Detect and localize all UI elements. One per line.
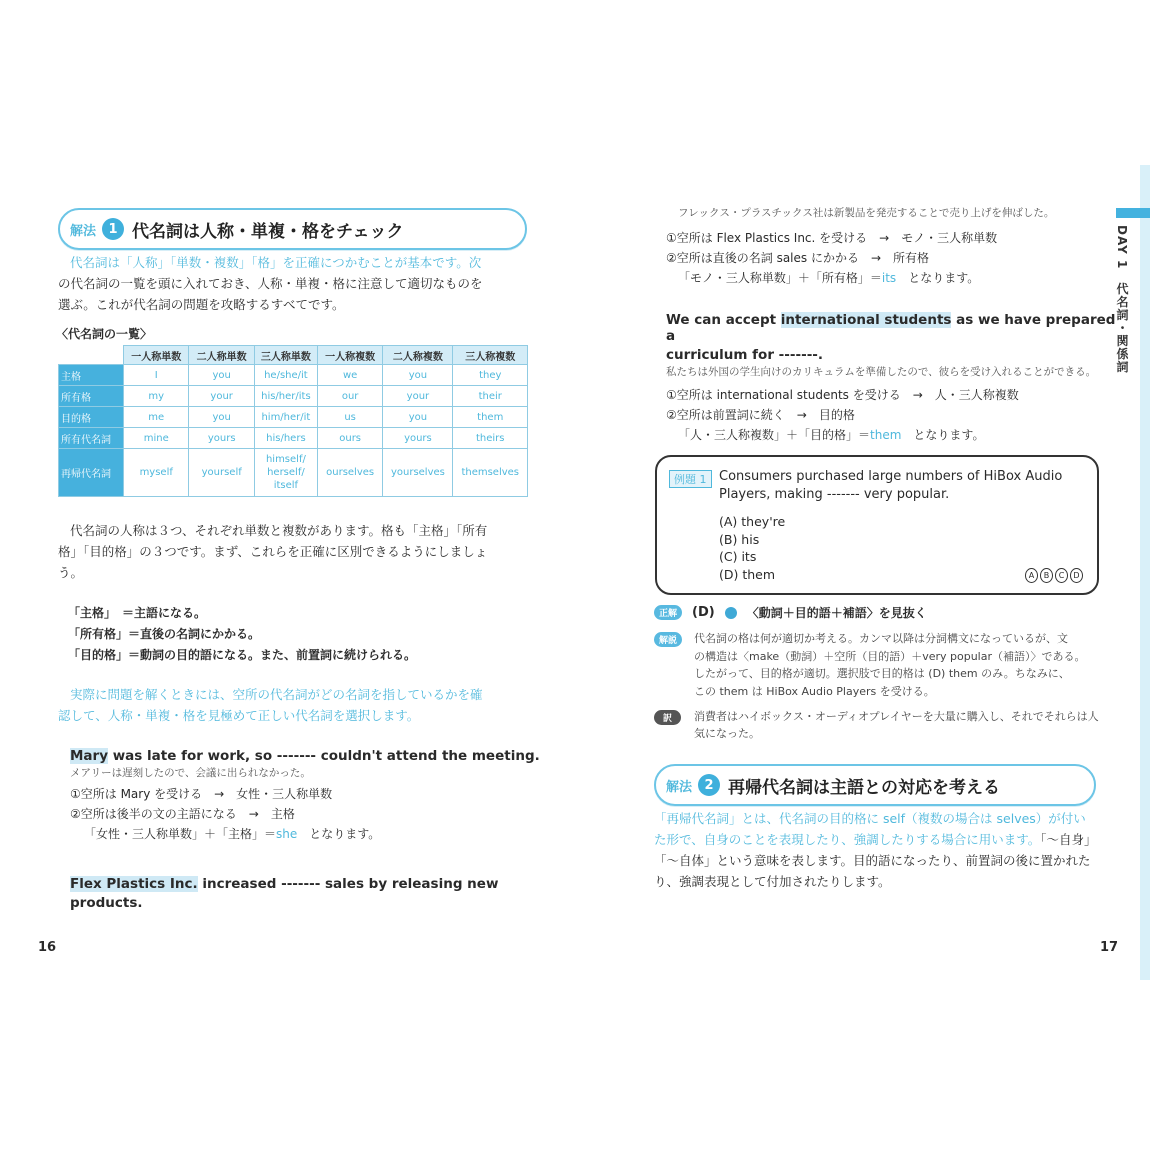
table-cell: ourselves xyxy=(317,449,382,497)
person-case-paragraph xyxy=(58,520,533,583)
method-title: 再帰代名詞は主語との対応を考える xyxy=(728,777,1001,798)
note-line: 実際に問題を解くときには、空所の代名詞がどの名詞を指しているかを確 xyxy=(70,687,483,702)
answer-value: (D) xyxy=(692,605,715,620)
example-translation: 私たちは外国の学生向けのカリキュラムを準備したので、彼らを受け入れることができる。 xyxy=(666,366,1097,378)
row-header: 所有格 xyxy=(59,386,124,407)
method-tag: 解法 xyxy=(70,223,97,239)
explanation-badge: 解説 xyxy=(654,632,682,647)
method-number-badge: 2 xyxy=(698,774,720,796)
case-definitions xyxy=(68,603,416,666)
table-cell: him/her/it xyxy=(254,407,317,428)
table-title: 〈代名詞の一覧〉 xyxy=(56,327,153,341)
example-sentence: Mary was late for work, so ------- couldn't attend the meeting. xyxy=(70,748,540,764)
table-cell: yourself xyxy=(189,449,254,497)
column-header: 二人称単数 xyxy=(189,346,254,365)
translation-text: 消費者はハイボックス・オーディオプレイヤーを大量に購入し、それでそれらは人 気になった。 xyxy=(694,710,1099,740)
chapter-side-tab xyxy=(1140,165,1150,980)
column-header: 一人称単数 xyxy=(124,346,189,365)
example-result: 「人・三人称複数」＋「目的格」＝them となります。 xyxy=(678,428,985,442)
explanation-text: 代名詞の格は何が適切か考える。カンマ以降は分詞構文になっているが、文 の構造は〈make（動詞）＋空所（目的語）＋very popular（補語）〉である。 したがって、目的格が適切。選択肢で目的格は (D) them のみ。ちなみに、 この them は HiBox Audio Players を受ける。 xyxy=(694,632,1086,698)
example-result: 「モノ・三人称単数」＋「所有格」＝its となります。 xyxy=(678,271,980,285)
column-header: 一人称複数 xyxy=(317,346,382,365)
paragraph-line: た形で、自身のことを表現したり、強調したりする場合に用います。「〜自身」 xyxy=(654,832,1097,847)
practice-note xyxy=(58,684,533,726)
table-cell: his/hers xyxy=(254,428,317,449)
answer-badge: 正解 xyxy=(654,605,682,620)
table-cell: them xyxy=(453,407,528,428)
paragraph-line: り、強調表現として付加されたりします。 xyxy=(654,874,891,889)
choice-a[interactable]: (A) they're xyxy=(719,514,786,529)
table-cell: he/she/it xyxy=(254,365,317,386)
answer-word: them xyxy=(870,428,902,442)
table-corner xyxy=(59,346,124,365)
table-cell: you xyxy=(383,407,453,428)
choice-d[interactable]: (D) them xyxy=(719,566,776,582)
example-sentence-cont: products. xyxy=(70,895,143,911)
table-cell: your xyxy=(189,386,254,407)
example-result: 「女性・三人称単数」＋「主格」＝she となります。 xyxy=(84,827,381,841)
table-cell: their xyxy=(453,386,528,407)
intro-line: 代名詞は「人称」「単数・複数」「格」を正確につかむことが基本です。次 xyxy=(70,255,482,270)
example-step: ①空所は Flex Plastics Inc. を受ける → モノ・三人称単数 xyxy=(666,231,998,245)
row-header: 目的格 xyxy=(59,407,124,428)
question-text: Consumers purchased large numbers of HiBox Audio Players, making ------- very popular. xyxy=(719,469,1063,502)
table-cell: yours xyxy=(383,428,453,449)
page-number: 17 xyxy=(1100,940,1119,955)
definition-line: 「主格」 ＝主語になる。 xyxy=(68,606,207,620)
definition-line: 「所有格」＝直後の名詞にかかる。 xyxy=(68,627,261,641)
table-row xyxy=(59,428,528,449)
paragraph-line: 「再帰代名詞」とは、代名詞の目的格に self（複数の場合は selves）が付い xyxy=(654,811,1086,826)
table-cell: your xyxy=(383,386,453,407)
table-header-row xyxy=(59,346,528,365)
answer-row xyxy=(654,604,927,621)
table-cell: me xyxy=(124,407,189,428)
method-2-header xyxy=(654,764,1096,806)
table-row xyxy=(59,407,528,428)
example-step: ②空所は前置詞に続く → 目的格 xyxy=(666,408,855,422)
example-step: ②空所は直後の名詞 sales にかかる → 所有格 xyxy=(666,251,930,265)
note-line: 認して、人称・単複・格を見極めて正しい代名詞を選択します。 xyxy=(58,708,420,723)
paragraph-line: 「〜自体」という意味を表します。目的語になったり、前置詞の後に置かれた xyxy=(654,853,1091,868)
hint-icon xyxy=(725,607,737,619)
example-translation: フレックス・プラスチックス社は新製品を発売することで売り上げを伸ばした。 xyxy=(678,207,1055,219)
table-cell: theirs xyxy=(453,428,528,449)
definition-line: 「目的格」＝動詞の目的語になる。また、前置詞に続けられる。 xyxy=(68,648,417,662)
example-step: ②空所は後半の文の主語になる → 主格 xyxy=(70,807,295,821)
answer-bubbles xyxy=(1025,568,1083,583)
antecedent-highlight: Mary xyxy=(70,748,109,764)
table-cell: us xyxy=(317,407,382,428)
explanation-block xyxy=(654,630,1104,700)
column-header: 二人称複数 xyxy=(383,346,453,365)
choice-b[interactable]: (B) his xyxy=(719,531,760,547)
table-cell: myself xyxy=(124,449,189,497)
method-1-header xyxy=(58,208,527,250)
intro-paragraph xyxy=(58,252,533,315)
table-cell: mine xyxy=(124,428,189,449)
paragraph-line: 格」「目的格」の３つです。まず、これらを正確に区別できるようにしましょ xyxy=(58,544,488,559)
table-cell: themselves xyxy=(453,449,528,497)
answer-hint: 〈動詞＋目的語＋補語〉を見抜く xyxy=(746,606,927,620)
choice-c[interactable]: (C) its xyxy=(719,549,757,564)
table-row xyxy=(59,449,528,497)
table-cell: they xyxy=(453,365,528,386)
method-number-badge: 1 xyxy=(102,218,124,240)
row-header: 主格 xyxy=(59,365,124,386)
reflexive-paragraph xyxy=(654,808,1114,892)
bubble-a[interactable]: A xyxy=(1025,568,1038,583)
answer-word: she xyxy=(276,827,298,841)
table-cell: we xyxy=(317,365,382,386)
example-students xyxy=(666,312,1116,445)
pronoun-table xyxy=(58,345,528,497)
paragraph-line: 代名詞の人称は３つ、それぞれ単数と複数があります。格も「主格」「所有 xyxy=(70,523,488,538)
table-cell: his/her/its xyxy=(254,386,317,407)
method-title: 代名詞は人称・単複・格をチェック xyxy=(132,221,404,242)
table-cell: you xyxy=(189,365,254,386)
question-badge: 例題 1 xyxy=(669,470,712,488)
intro-line: の代名詞の一覧を頭に入れておき、人称・単複・格に注意して適切なものを xyxy=(58,276,483,291)
intro-line: 選ぶ。これが代名詞の問題を攻略するすべてです。 xyxy=(58,297,345,312)
table-cell: my xyxy=(124,386,189,407)
table-row xyxy=(59,365,528,386)
table-cell: you xyxy=(383,365,453,386)
paragraph-line: う。 xyxy=(58,565,84,580)
table-cell: yourselves xyxy=(383,449,453,497)
table-cell: ours xyxy=(317,428,382,449)
table-cell: you xyxy=(189,407,254,428)
antecedent-highlight: international students xyxy=(780,312,952,328)
chapter-label: DAY 1 代名詞・関係詞 xyxy=(1115,225,1129,374)
antecedent-highlight: Flex Plastics Inc. xyxy=(70,876,198,892)
answer-word: its xyxy=(881,271,897,285)
example-step: ①空所は international students を受ける → 人・三人称複数 xyxy=(666,388,1019,402)
question-box xyxy=(655,455,1099,595)
example-flex xyxy=(70,876,540,911)
row-header: 所有代名詞 xyxy=(59,428,124,449)
method-tag: 解法 xyxy=(666,779,693,795)
page-number: 16 xyxy=(38,940,57,955)
example-translation: メアリーは遅刻したので、会議に出られなかった。 xyxy=(70,767,311,779)
left-page xyxy=(28,0,568,1150)
table-cell: yours xyxy=(189,428,254,449)
right-page xyxy=(580,0,1140,1150)
table-cell: I xyxy=(124,365,189,386)
column-header: 三人称複数 xyxy=(453,346,528,365)
table-row xyxy=(59,386,528,407)
column-header: 三人称単数 xyxy=(254,346,317,365)
example-sentence: Flex Plastics Inc. increased ------- sales by releasing new xyxy=(70,876,499,892)
example-step: ①空所は Mary を受ける → 女性・三人称単数 xyxy=(70,787,333,801)
example-sentence-cont: curriculum for -------. xyxy=(666,347,824,363)
bubble-d[interactable]: D xyxy=(1070,568,1083,583)
translation-block xyxy=(654,708,1104,742)
bubble-c[interactable]: C xyxy=(1055,568,1068,583)
example-sentence: We can accept international students as we have prepared a xyxy=(666,312,1116,344)
bubble-b[interactable]: B xyxy=(1040,568,1053,583)
table-cell: himself/ herself/ itself xyxy=(254,449,317,497)
example-mary xyxy=(70,748,540,844)
translation-badge: 訳 xyxy=(654,710,681,725)
table-cell: our xyxy=(317,386,382,407)
chapter-tab-cap xyxy=(1116,208,1150,218)
choice-list xyxy=(719,513,785,583)
row-header: 再帰代名詞 xyxy=(59,449,124,497)
